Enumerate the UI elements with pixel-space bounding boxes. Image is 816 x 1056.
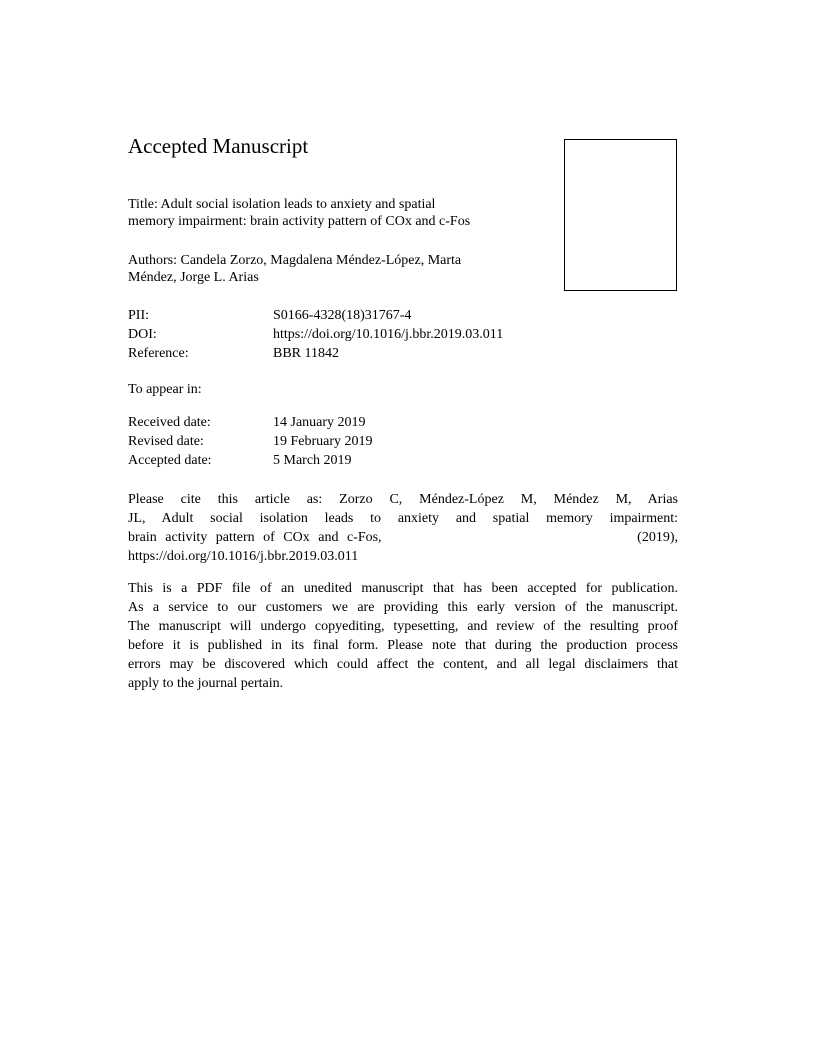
disclaimer-line: The manuscript will undergo copyediting, typesetting, and review of the resulting proof	[128, 619, 678, 634]
identifier-row-reference	[128, 344, 503, 363]
citation-paragraph	[128, 490, 678, 566]
article-authors-line: Méndez, Jorge L. Arias	[128, 270, 259, 285]
date-row-revised	[128, 432, 373, 451]
article-title	[128, 196, 470, 230]
citation-line: Please cite this article as: Zorzo C, Méndez-López M, Méndez M, Arias	[128, 492, 678, 507]
received-date-value: 14 January 2019	[273, 415, 366, 430]
identifier-label: Reference:	[128, 346, 189, 361]
disclaimer-line: errors may be discovered which could affect the content, and all legal disclaimers that	[128, 657, 678, 672]
citation-line: JL, Adult social isolation leads to anxiety and spatial memory impairment:	[128, 511, 678, 526]
identifier-label: DOI:	[128, 327, 157, 342]
date-label: Revised date:	[128, 434, 204, 449]
page-title: Accepted Manuscript	[128, 134, 309, 158]
article-authors	[128, 252, 461, 286]
disclaimer-line: This is a PDF file of an unedited manuscript that has been accepted for publication.	[128, 581, 678, 596]
article-title-line: Title: Adult social isolation leads to anxiety and spatial	[128, 197, 436, 212]
disclaimer-paragraph	[128, 579, 678, 693]
disclaimer-line: apply to the journal pertain.	[128, 676, 284, 691]
to-appear-in-label: To appear in:	[128, 382, 202, 397]
article-title-line: memory impairment: brain activity pattern of COx and c-Fos	[128, 214, 471, 229]
disclaimer-line: As a service to our customers we are providing this early version of the manuscript.	[128, 600, 678, 615]
disclaimer-line: before it is published in its final form. Please note that during the production process	[128, 638, 678, 653]
date-row-received	[128, 413, 373, 432]
identifier-row-doi	[128, 325, 503, 344]
doi-link[interactable]: https://doi.org/10.1016/j.bbr.2019.03.011	[273, 327, 504, 342]
citation-line-left: brain activity pattern of COx and c-Fos,	[128, 530, 382, 545]
reference-value: BBR 11842	[273, 346, 339, 361]
citation-doi-link[interactable]: https://doi.org/10.1016/j.bbr.2019.03.011	[128, 549, 359, 564]
history-dates	[128, 413, 373, 470]
identifier-list	[128, 306, 503, 363]
date-label: Received date:	[128, 415, 211, 430]
revised-date-value: 19 February 2019	[273, 434, 373, 449]
article-authors-line: Authors: Candela Zorzo, Magdalena Méndez-López, Marta	[128, 253, 462, 268]
citation-year: (2019),	[637, 530, 678, 545]
identifier-label: PII:	[128, 308, 149, 323]
date-label: Accepted date:	[128, 453, 212, 468]
pii-value: S0166-4328(18)31767-4	[273, 308, 412, 323]
date-row-accepted	[128, 451, 373, 470]
citation-line	[128, 528, 678, 547]
journal-cover-placeholder	[564, 139, 677, 291]
identifier-row-pii	[128, 306, 503, 325]
accepted-date-value: 5 March 2019	[273, 453, 352, 468]
